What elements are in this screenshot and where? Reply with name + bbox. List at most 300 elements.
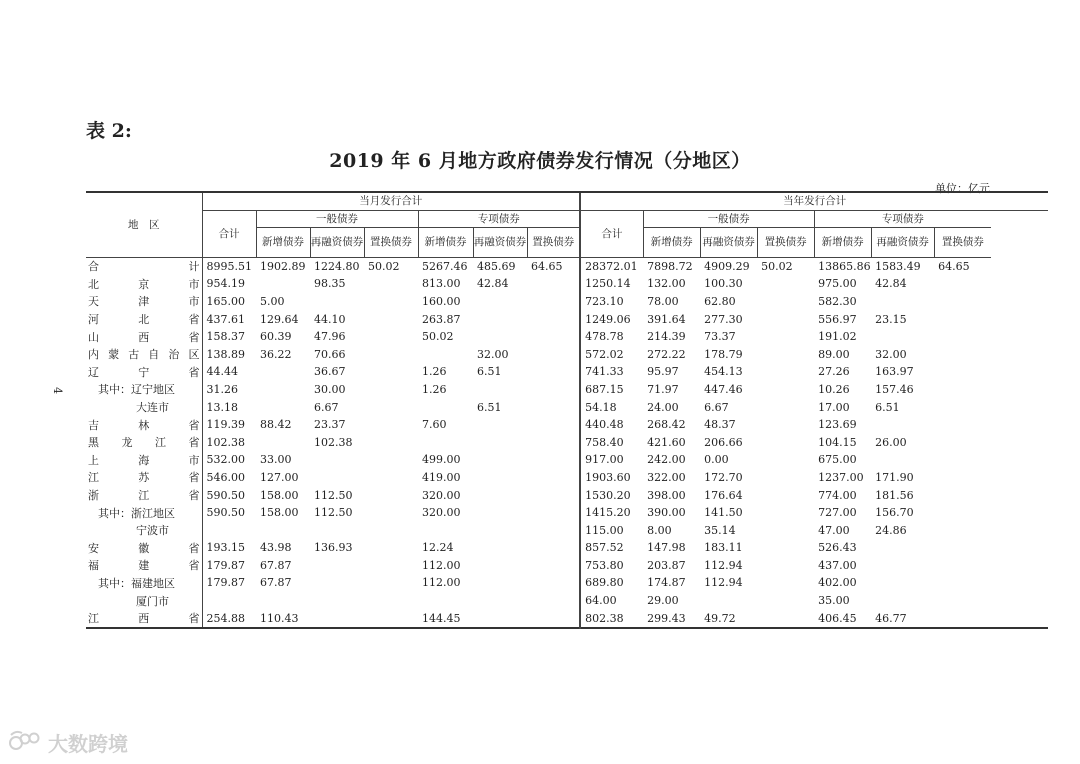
month-value-cell	[473, 504, 527, 522]
year-value-cell: 1530.20	[580, 486, 643, 504]
year-value-cell	[871, 293, 934, 311]
year-value-cell: 440.48	[580, 416, 643, 434]
month-value-cell	[202, 592, 256, 610]
year-value-cell: 50.02	[761, 259, 793, 273]
year-value-cell	[757, 293, 814, 311]
year-value-cell: 171.90	[875, 470, 914, 484]
year-total-header: 合计	[580, 210, 643, 257]
page-number: 4	[51, 387, 64, 394]
month-general-header: 一般债券	[256, 210, 418, 227]
year-group-header: 当年发行合计	[580, 192, 1048, 210]
year-value-cell: 178.79	[704, 347, 743, 361]
month-value-cell: 5.00	[260, 294, 285, 308]
region-cell: 大连市	[136, 401, 169, 415]
month-value-cell: 31.26	[202, 381, 256, 399]
month-value-cell: 1.26	[422, 382, 447, 396]
year-special-new-header: 新增债券	[814, 227, 871, 257]
year-value-cell	[871, 539, 934, 557]
month-value-cell: 6.51	[477, 400, 502, 414]
month-value-cell: 88.42	[260, 418, 292, 432]
region-cell: 黑龙江省	[88, 436, 200, 450]
year-value-cell: 115.00	[580, 521, 643, 539]
month-value-cell	[364, 521, 418, 539]
region-cell: 辽宁省	[88, 365, 200, 379]
region-cell: 浙江省	[88, 489, 200, 503]
year-value-cell: 100.30	[704, 277, 743, 291]
month-value-cell	[473, 433, 527, 451]
year-value-cell	[934, 521, 991, 539]
month-value-cell: 165.00	[202, 293, 256, 311]
year-value-cell	[757, 504, 814, 522]
year-value-cell: 24.86	[875, 523, 907, 537]
table-row	[86, 328, 1048, 346]
year-value-cell	[934, 310, 991, 328]
year-value-cell: 4909.29	[704, 259, 750, 273]
year-value-cell: 183.11	[704, 541, 743, 555]
month-value-cell: 6.51	[477, 365, 502, 379]
year-value-cell: 242.00	[647, 453, 686, 467]
table-row	[86, 381, 1048, 399]
year-value-cell: 176.64	[704, 488, 743, 502]
month-value-cell	[310, 609, 364, 628]
month-value-cell	[364, 451, 418, 469]
region-cell: 宁波市	[136, 524, 169, 538]
month-value-cell: 33.00	[260, 453, 292, 467]
region-cell: 福建省	[88, 559, 200, 573]
year-value-cell	[757, 328, 814, 346]
year-value-cell: 112.94	[704, 558, 743, 572]
month-value-cell: 67.87	[260, 558, 292, 572]
month-value-cell	[310, 469, 364, 487]
year-value-cell: 49.72	[704, 611, 736, 625]
month-value-cell	[364, 345, 418, 363]
month-value-cell	[527, 433, 580, 451]
month-value-cell: 138.89	[202, 345, 256, 363]
month-value-cell	[256, 433, 310, 451]
month-value-cell	[364, 574, 418, 592]
year-value-cell	[757, 469, 814, 487]
month-value-cell	[364, 275, 418, 293]
year-value-cell: 123.69	[818, 418, 857, 432]
month-value-cell: 320.00	[422, 488, 461, 502]
month-general-replace-header: 置换债券	[364, 227, 418, 257]
year-value-cell: 8.00	[647, 523, 672, 537]
month-value-cell: 254.88	[202, 609, 256, 628]
year-value-cell	[934, 539, 991, 557]
month-value-cell	[364, 328, 418, 346]
year-value-cell: 71.97	[647, 382, 679, 396]
month-value-cell: 127.00	[260, 470, 299, 484]
year-value-cell: 35.00	[818, 594, 850, 608]
month-value-cell	[310, 451, 364, 469]
year-general-header: 一般债券	[643, 210, 814, 227]
year-value-cell: 17.00	[818, 400, 850, 414]
month-value-cell: 112.00	[422, 576, 461, 590]
month-value-cell	[527, 451, 580, 469]
region-cell: 山西省	[88, 330, 200, 344]
month-value-cell: 6.67	[314, 400, 339, 414]
year-value-cell	[871, 451, 934, 469]
region-cell: 河北省	[88, 313, 200, 327]
month-value-cell	[310, 574, 364, 592]
year-value-cell: 0.00	[704, 453, 729, 467]
year-value-cell: 28372.01	[580, 257, 643, 275]
month-value-cell	[364, 416, 418, 434]
year-value-cell: 24.00	[647, 400, 679, 414]
region-cell: 上海市	[88, 453, 200, 467]
year-value-cell: 582.30	[818, 294, 857, 308]
year-value-cell	[934, 293, 991, 311]
month-value-cell: 590.50	[202, 504, 256, 522]
year-value-cell: 857.52	[580, 539, 643, 557]
year-value-cell	[934, 451, 991, 469]
year-value-cell: 29.00	[647, 594, 679, 608]
month-value-cell: 36.67	[314, 365, 346, 379]
month-general-new-header: 新增债券	[256, 227, 310, 257]
year-value-cell: 10.26	[818, 382, 850, 396]
month-value-cell: 32.00	[477, 347, 509, 361]
year-value-cell	[757, 451, 814, 469]
region-cell: 内蒙古自治区	[88, 348, 200, 362]
table-label: 表 2:	[86, 120, 132, 142]
month-value-cell	[364, 310, 418, 328]
month-value-cell	[310, 592, 364, 610]
year-value-cell	[700, 592, 757, 610]
year-general-replace-header: 置换债券	[757, 227, 814, 257]
year-value-cell: 6.51	[875, 400, 900, 414]
month-value-cell	[418, 592, 473, 610]
region-cell: 其中：辽宁地区	[98, 383, 175, 397]
year-value-cell	[757, 486, 814, 504]
month-value-cell: 13.18	[202, 398, 256, 416]
month-group-header: 当月发行合计	[202, 192, 580, 210]
month-value-cell: 42.84	[477, 277, 509, 291]
month-value-cell: 179.87	[202, 557, 256, 575]
month-value-cell: 546.00	[202, 469, 256, 487]
month-value-cell: 67.87	[260, 576, 292, 590]
year-value-cell	[934, 416, 991, 434]
table-row	[86, 486, 1048, 504]
month-value-cell	[473, 451, 527, 469]
table-row	[86, 398, 1048, 416]
month-value-cell	[527, 592, 580, 610]
page-title: 2019 年 6 月地方政府债券发行情况（分地区）	[329, 150, 751, 172]
month-value-cell: 50.02	[368, 259, 400, 273]
watermark-logo-icon	[8, 729, 42, 757]
year-value-cell: 917.00	[580, 451, 643, 469]
month-value-cell	[527, 293, 580, 311]
year-value-cell	[934, 345, 991, 363]
month-value-cell: 179.87	[202, 574, 256, 592]
year-general-new-header: 新增债券	[643, 227, 700, 257]
year-value-cell: 277.30	[704, 312, 743, 326]
table-row	[86, 345, 1048, 363]
year-value-cell: 141.50	[704, 506, 743, 520]
year-value-cell: 27.26	[818, 365, 850, 379]
year-value-cell: 206.66	[704, 435, 743, 449]
year-value-cell	[757, 398, 814, 416]
region-header: 地 区	[86, 192, 202, 257]
year-value-cell: 48.37	[704, 418, 736, 432]
year-general-refinance-header: 再融资债券	[700, 227, 757, 257]
month-value-cell	[256, 275, 310, 293]
year-value-cell: 727.00	[818, 506, 857, 520]
year-value-cell	[934, 486, 991, 504]
month-value-cell: 44.44	[202, 363, 256, 381]
year-value-cell	[757, 574, 814, 592]
year-value-cell	[757, 609, 814, 628]
year-value-cell	[757, 381, 814, 399]
year-value-cell: 132.00	[647, 277, 686, 291]
month-value-cell	[256, 381, 310, 399]
year-special-refinance-header: 再融资债券	[871, 227, 934, 257]
year-value-cell: 89.00	[818, 347, 850, 361]
month-value-cell: 23.37	[314, 418, 346, 432]
year-value-cell: 1583.49	[875, 259, 921, 273]
table-row	[86, 275, 1048, 293]
year-value-cell: 723.10	[580, 293, 643, 311]
month-value-cell	[527, 275, 580, 293]
year-value-cell	[757, 539, 814, 557]
month-value-cell	[310, 557, 364, 575]
month-value-cell	[364, 486, 418, 504]
year-value-cell: 1249.06	[580, 310, 643, 328]
month-special-header: 专项债券	[418, 210, 580, 227]
month-value-cell: 110.43	[260, 611, 299, 625]
year-value-cell: 975.00	[818, 277, 857, 291]
table-row	[86, 539, 1048, 557]
year-value-cell: 322.00	[647, 470, 686, 484]
region-cell: 其中：浙江地区	[98, 506, 175, 520]
table-row	[86, 521, 1048, 539]
month-value-cell	[527, 557, 580, 575]
region-cell: 北京市	[88, 277, 200, 291]
month-value-cell	[527, 521, 580, 539]
month-value-cell: 5267.46	[422, 259, 468, 273]
month-value-cell	[527, 539, 580, 557]
year-value-cell: 1250.14	[580, 275, 643, 293]
month-value-cell	[364, 381, 418, 399]
month-value-cell: 158.00	[260, 506, 299, 520]
year-value-cell	[934, 398, 991, 416]
month-value-cell: 160.00	[422, 294, 461, 308]
month-value-cell: 50.02	[422, 330, 454, 344]
month-special-refinance-header: 再融资债券	[473, 227, 527, 257]
year-value-cell: 174.87	[647, 576, 686, 590]
month-value-cell	[256, 521, 310, 539]
year-value-cell: 406.45	[818, 611, 857, 625]
month-value-cell	[364, 592, 418, 610]
bond-table	[86, 191, 1048, 629]
month-value-cell: 7.60	[422, 418, 447, 432]
month-value-cell	[256, 592, 310, 610]
month-value-cell	[527, 310, 580, 328]
month-value-cell: 1224.80	[314, 259, 360, 273]
year-value-cell: 572.02	[580, 345, 643, 363]
year-value-cell	[934, 433, 991, 451]
month-value-cell: 263.87	[422, 312, 461, 326]
month-value-cell	[256, 398, 310, 416]
month-value-cell	[364, 557, 418, 575]
bond-table-container	[86, 191, 996, 629]
month-value-cell: 532.00	[202, 451, 256, 469]
month-value-cell	[310, 521, 364, 539]
month-value-cell	[364, 609, 418, 628]
year-value-cell: 6.67	[704, 400, 729, 414]
table-row	[86, 257, 1048, 275]
year-value-cell: 42.84	[875, 277, 907, 291]
year-value-cell	[757, 592, 814, 610]
year-value-cell	[757, 275, 814, 293]
year-value-cell	[871, 328, 934, 346]
year-value-cell	[934, 592, 991, 610]
year-value-cell	[934, 363, 991, 381]
table-header	[86, 192, 1048, 257]
year-value-cell: 47.00	[818, 523, 850, 537]
year-value-cell: 402.00	[818, 576, 857, 590]
year-value-cell: 54.18	[580, 398, 643, 416]
month-value-cell: 144.45	[422, 611, 461, 625]
year-value-cell: 112.94	[704, 576, 743, 590]
year-value-cell	[757, 557, 814, 575]
year-value-cell: 1415.20	[580, 504, 643, 522]
year-value-cell: 758.40	[580, 433, 643, 451]
year-special-replace-header: 置换债券	[934, 227, 991, 257]
year-value-cell: 95.97	[647, 365, 679, 379]
region-cell: 其中：福建地区	[98, 576, 175, 590]
month-value-cell: 112.50	[314, 506, 353, 520]
year-value-cell	[934, 574, 991, 592]
year-value-cell: 687.15	[580, 381, 643, 399]
month-value-cell: 129.64	[260, 312, 299, 326]
year-value-cell: 26.00	[875, 435, 907, 449]
month-value-cell: 499.00	[422, 453, 461, 467]
month-value-cell	[527, 416, 580, 434]
month-value-cell: 320.00	[422, 506, 461, 520]
table-row	[86, 609, 1048, 628]
month-value-cell: 437.61	[202, 310, 256, 328]
year-value-cell	[934, 381, 991, 399]
month-value-cell: 419.00	[422, 470, 461, 484]
table-row	[86, 451, 1048, 469]
year-value-cell: 398.00	[647, 488, 686, 502]
table-row	[86, 310, 1048, 328]
year-value-cell: 753.80	[580, 557, 643, 575]
region-cell: 吉林省	[88, 418, 200, 432]
year-value-cell: 147.98	[647, 541, 686, 555]
year-value-cell	[934, 609, 991, 628]
month-value-cell	[418, 433, 473, 451]
month-value-cell	[527, 345, 580, 363]
year-value-cell	[934, 328, 991, 346]
month-value-cell: 64.65	[531, 259, 563, 273]
month-general-refinance-header: 再融资债券	[310, 227, 364, 257]
month-value-cell: 158.37	[202, 328, 256, 346]
month-value-cell: 12.24	[422, 541, 454, 555]
month-value-cell	[473, 486, 527, 504]
year-value-cell: 299.43	[647, 611, 686, 625]
month-special-new-header: 新增债券	[418, 227, 473, 257]
month-value-cell: 954.19	[202, 275, 256, 293]
month-value-cell	[527, 328, 580, 346]
table-row	[86, 592, 1048, 610]
year-value-cell: 35.14	[704, 523, 736, 537]
month-value-cell	[256, 363, 310, 381]
year-value-cell: 675.00	[818, 453, 857, 467]
month-value-cell	[418, 398, 473, 416]
month-value-cell	[527, 609, 580, 628]
month-value-cell: 44.10	[314, 312, 346, 326]
month-value-cell	[364, 433, 418, 451]
month-total-header: 合计	[202, 210, 256, 257]
month-value-cell: 813.00	[422, 277, 461, 291]
month-value-cell: 158.00	[260, 488, 299, 502]
region-cell: 江苏省	[88, 471, 200, 485]
year-value-cell: 741.33	[580, 363, 643, 381]
year-value-cell: 104.15	[818, 435, 857, 449]
year-value-cell: 163.97	[875, 365, 914, 379]
year-value-cell	[934, 504, 991, 522]
month-value-cell	[473, 416, 527, 434]
region-cell: 江西省	[88, 612, 200, 626]
month-value-cell	[473, 381, 527, 399]
year-value-cell: 556.97	[818, 312, 857, 326]
year-value-cell	[757, 433, 814, 451]
year-value-cell: 181.56	[875, 488, 914, 502]
year-value-cell: 13865.86	[818, 259, 871, 273]
year-value-cell: 156.70	[875, 506, 914, 520]
year-value-cell: 214.39	[647, 330, 686, 344]
month-value-cell	[527, 363, 580, 381]
table-row	[86, 574, 1048, 592]
table-row	[86, 433, 1048, 451]
table-row	[86, 469, 1048, 487]
month-value-cell	[527, 574, 580, 592]
month-value-cell	[202, 521, 256, 539]
month-value-cell	[364, 363, 418, 381]
year-value-cell: 7898.72	[647, 259, 693, 273]
month-value-cell	[364, 398, 418, 416]
month-value-cell: 36.22	[260, 347, 292, 361]
year-value-cell: 62.80	[704, 294, 736, 308]
month-value-cell: 1.26	[422, 365, 447, 379]
year-value-cell: 191.02	[818, 330, 857, 344]
table-row	[86, 504, 1048, 522]
month-value-cell	[364, 504, 418, 522]
year-value-cell: 390.00	[647, 506, 686, 520]
month-value-cell	[473, 574, 527, 592]
month-value-cell	[364, 539, 418, 557]
region-cell: 天津市	[88, 295, 200, 309]
month-value-cell	[473, 539, 527, 557]
month-value-cell: 112.50	[314, 488, 353, 502]
month-value-cell: 43.98	[260, 541, 292, 555]
month-value-cell: 60.39	[260, 330, 292, 344]
year-value-cell: 478.78	[580, 328, 643, 346]
year-value-cell	[934, 557, 991, 575]
year-value-cell	[871, 574, 934, 592]
month-value-cell: 47.96	[314, 330, 346, 344]
year-value-cell	[757, 310, 814, 328]
month-special-replace-header: 置换债券	[527, 227, 580, 257]
month-value-cell: 119.39	[202, 416, 256, 434]
month-value-cell: 193.15	[202, 539, 256, 557]
year-value-cell: 64.65	[938, 259, 970, 273]
year-special-header: 专项债券	[814, 210, 991, 227]
year-value-cell: 157.46	[875, 382, 914, 396]
year-value-cell	[934, 275, 991, 293]
year-value-cell: 268.42	[647, 418, 686, 432]
